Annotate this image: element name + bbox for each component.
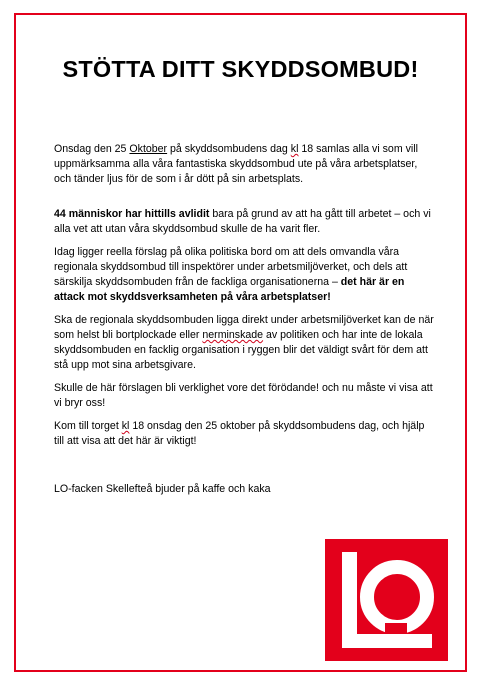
text-run: Ska de regionala skyddsombuden ligga direkt under arbetsmiljöverket kan de när som helst bli bortplockade eller xyxy=(54,314,434,341)
text-run: 18 onsdag den 25 oktober på skyddsombudens dag, och hjälp till att visa att det här är viktigt! xyxy=(54,420,425,447)
document-body xyxy=(54,142,434,497)
text-run-spellcheck: kl xyxy=(290,143,299,155)
paragraph-regional xyxy=(54,313,434,373)
paragraph-proposals xyxy=(54,245,434,305)
page-title: STÖTTA DITT SKYDDSOMBUD! xyxy=(62,56,419,82)
text-run-bold: det här är en attack mot skyddsverksamheten på våra arbetsplatser! xyxy=(54,276,405,303)
text-run-spellcheck: nerminskade xyxy=(202,329,264,341)
paragraph-deaths xyxy=(54,207,434,237)
text-run: bara på grund av att ha gått till arbetet – och vi alla vet att utan våra skyddsombud skulle de ha varit fler. xyxy=(54,208,431,235)
paragraph-invite xyxy=(54,419,434,449)
paragraph-intro xyxy=(54,142,434,187)
text-run: på skyddsombudens dag xyxy=(167,143,291,155)
text-run: Onsdag den 25 xyxy=(54,143,130,155)
text-run: Kom till torget xyxy=(54,420,122,432)
text-run: 18 samlas alla vi som vill uppmärksamma alla våra fantastiska skyddsombud ute på våra arbetsplatser, och tänder ljus för de som i år dött på sin arbetsplats. xyxy=(54,143,418,185)
lo-logo-icon xyxy=(325,539,448,661)
paragraph-consequence: Skulle de här förslagen bli verklighet vore det förödande! och nu måste vi visa att vi bryr oss! xyxy=(54,382,433,409)
paragraph-signature: LO-facken Skellefteå bjuder på kaffe och kaka xyxy=(54,483,271,495)
text-run-underlined: Oktober xyxy=(129,143,168,155)
text-run: av politiken och har inte de lokala skyddsombuden en facklig organisation i ryggen blir det väldigt svårt för dem att stå upp mot sina arbetsgivare. xyxy=(54,329,428,371)
text-run: Idag ligger reella förslag på olika politiska bord om att dels omvandla våra regionala skyddsombud till inspektörer under arbetsmiljöverket, och dels att särskilja skyddsombuden från de fackliga organisationerna – xyxy=(54,246,408,288)
text-run-spellcheck: kl xyxy=(121,420,130,432)
text-run-bold: 44 människor har hittills avlidit xyxy=(54,208,210,220)
